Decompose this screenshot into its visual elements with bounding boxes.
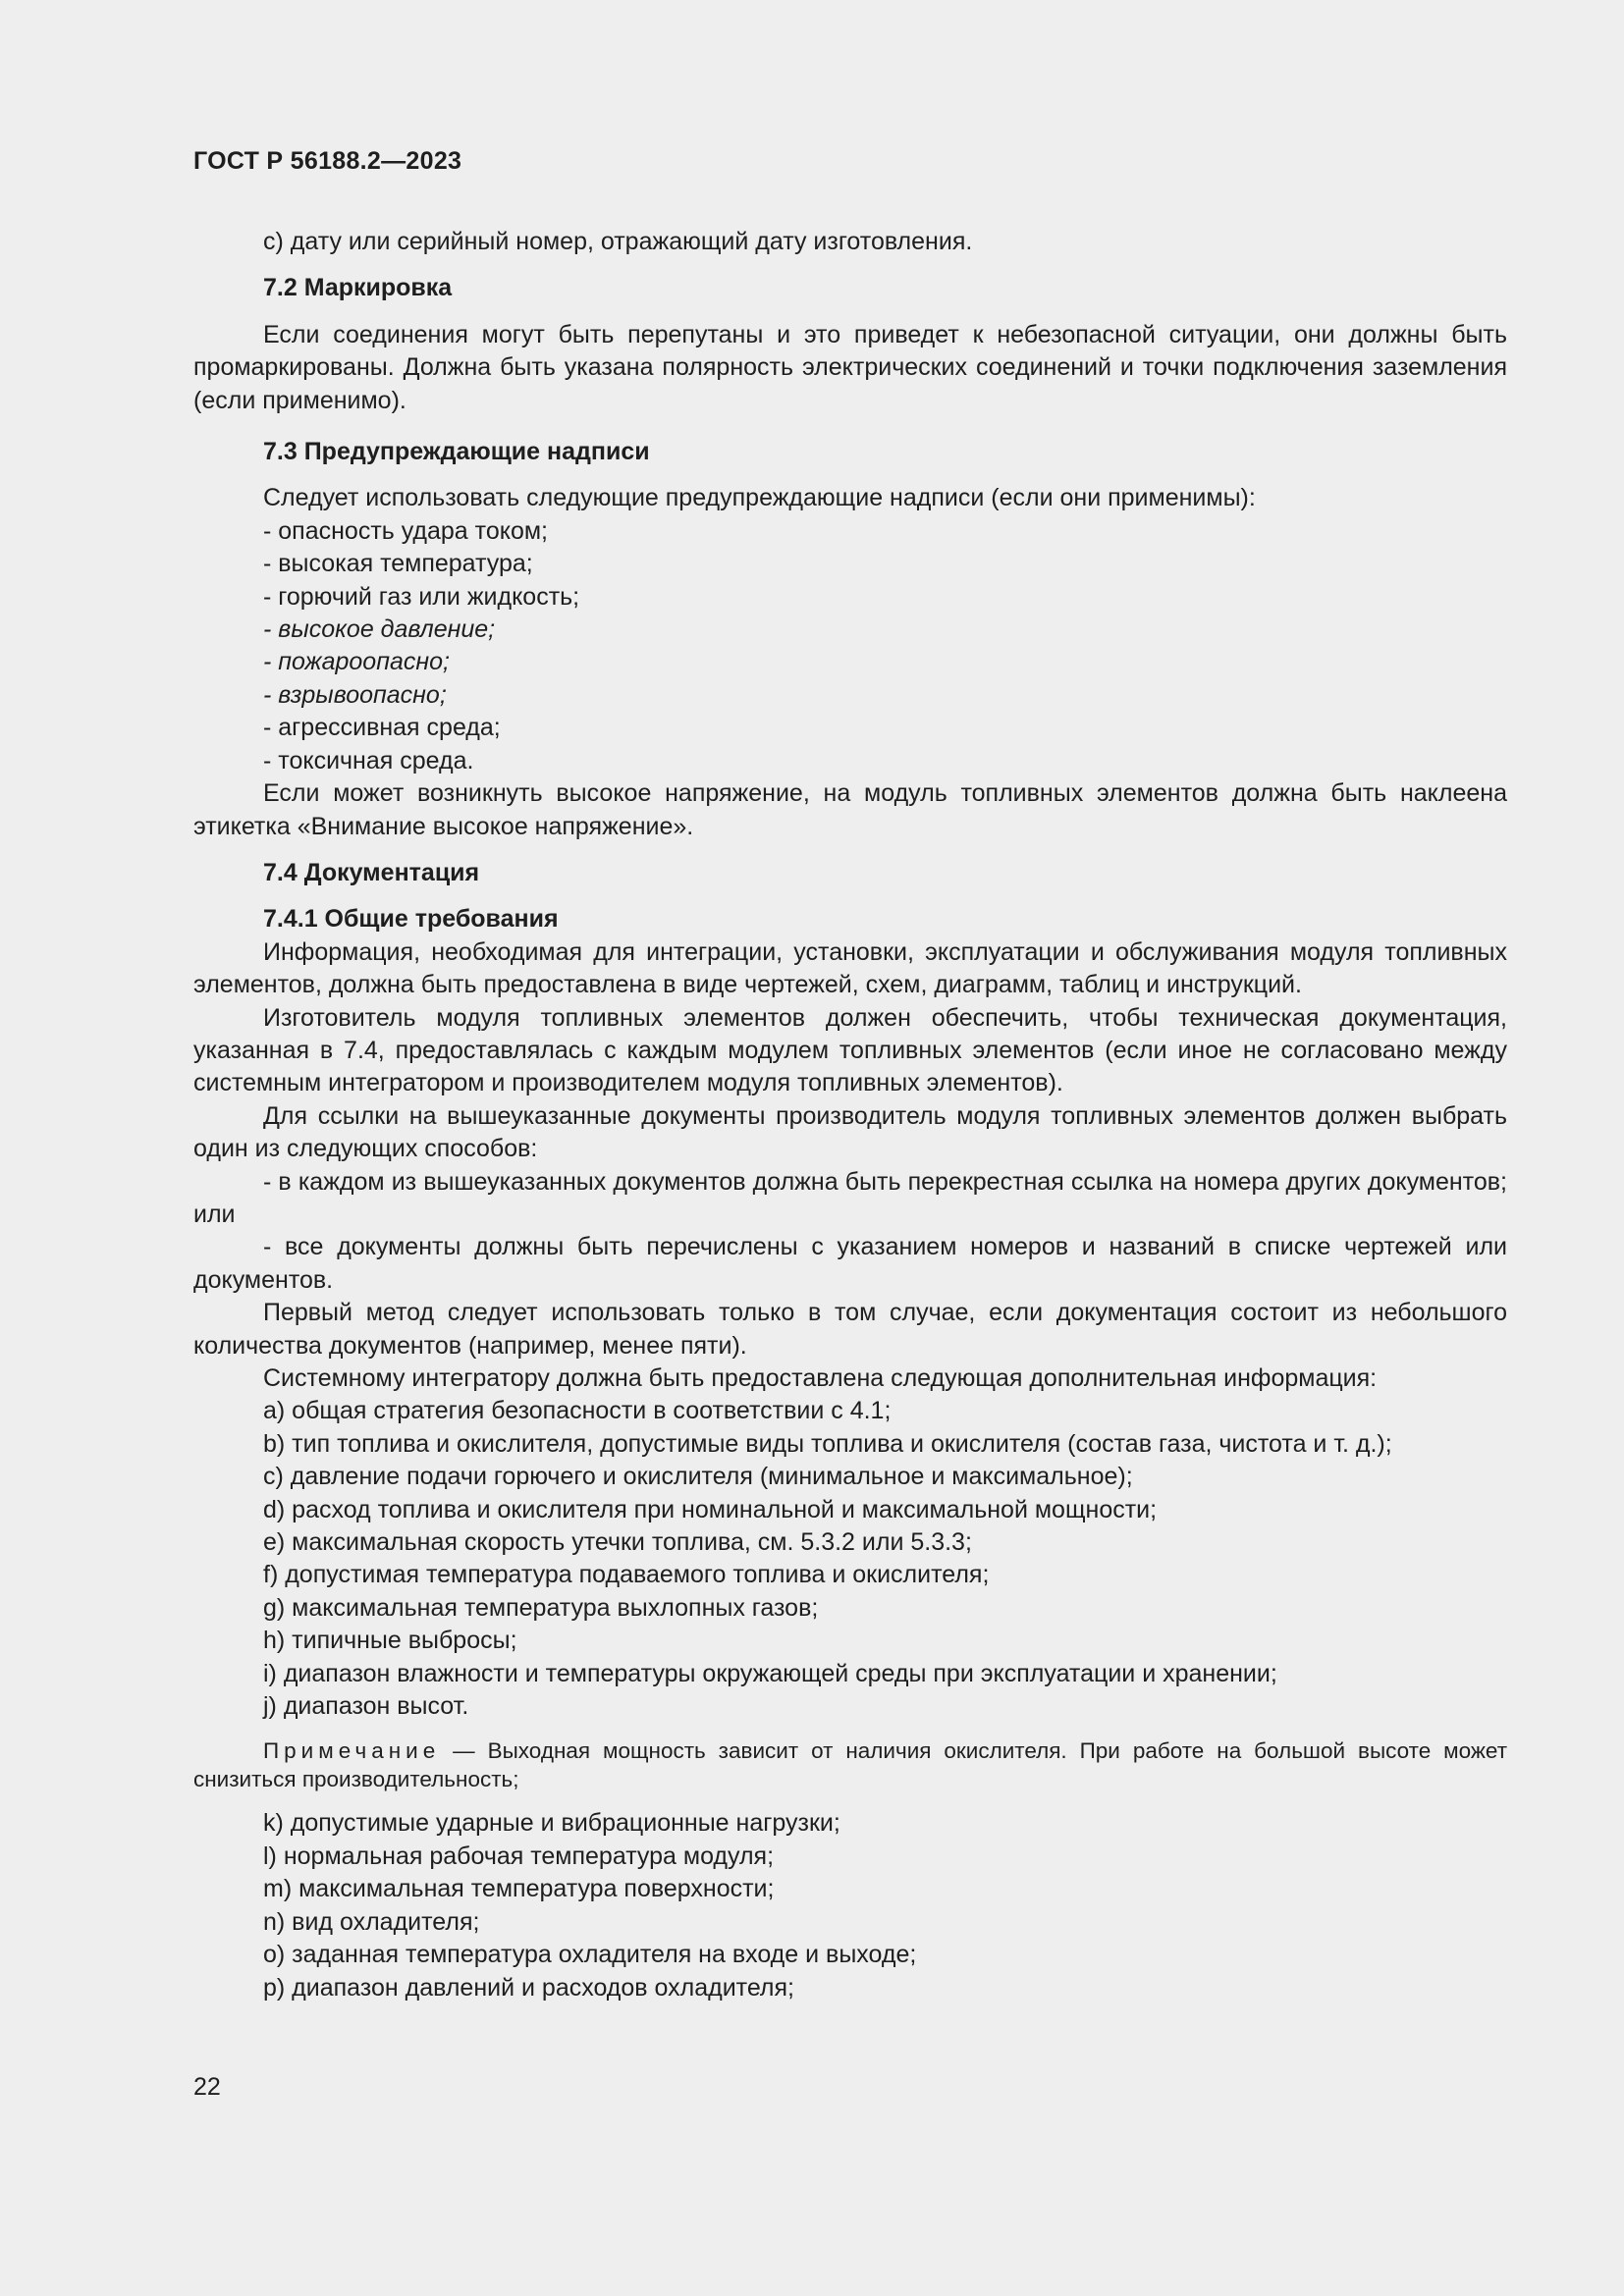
info-list-item: a) общая стратегия безопасности в соответствии с 4.1; [263,1397,892,1425]
info-list-item: f) допустимая температура подаваемого топлива и окислителя; [263,1561,990,1589]
doc-method-1: - в каждом из вышеуказанных документов должна быть перекрестная ссылка на номера других документов; или [193,1167,1507,1228]
info-list-item: o) заданная температура охладителя на входе и выходе; [263,1941,917,1969]
page-content [193,226,1507,2004]
note-text: — Выходная мощность зависит от наличия окислителя. При работе на большой высоте может снизиться производительность; [193,1738,1507,1792]
section-7-2-heading: 7.2 Маркировка [263,274,453,302]
list-item-c: c) дату или серийный номер, отражающий дату изготовления. [263,228,973,255]
doc-paragraph-7: Системному интегратору должна быть предоставлена следующая дополнительная информация: [263,1364,1378,1392]
warning-item: - пожароопасно; [263,648,450,676]
note-label: Примечание [263,1738,441,1764]
info-list-item: p) диапазон давлений и расходов охладителя; [263,1973,794,2002]
note [193,1736,1507,1793]
warning-item: - горючий газ или жидкость; [263,582,580,611]
section-7-2-paragraph: Если соединения могут быть перепутаны и это приведет к небезопасной ситуации, они должны быть промаркированы. Должна быть указана полярность электрических соединений и точки подключения заземления (если применимо). [193,320,1507,414]
info-list-item: g) максимальная температура выхлопных газов; [263,1593,819,1622]
info-list-item: d) расход топлива и окислителя при номинальной и максимальной мощности; [263,1495,1158,1523]
section-7-4-heading: 7.4 Документация [263,858,480,886]
document-code-header: ГОСТ Р 56188.2—2023 [193,147,462,175]
section-7-4-1-heading: 7.4.1 Общие требования [263,905,559,934]
doc-paragraph-2: Изготовитель модуля топливных элементов должен обеспечить, чтобы техническая документация, указанная в 7.4, предоставлялась с каждым модулем топливных элементов (если иное не согласовано между системным интегратором и производителем модуля топливных элементов). [193,1003,1507,1097]
warning-item: - агрессивная среда; [263,714,501,742]
info-list-item: c) давление подачи горючего и окислителя (минимальное и максимальное); [263,1463,1133,1491]
warning-item: - высокое давление; [263,615,496,644]
info-list-item: l) нормальная рабочая температура модуля; [263,1842,775,1870]
info-list-item: e) максимальная скорость утечки топлива, см. 5.3.2 или 5.3.3; [263,1528,972,1557]
warning-item: - опасность удара током; [263,516,548,545]
info-list-item: n) вид охладителя; [263,1907,480,1936]
warning-item: - взрывоопасно; [263,680,447,709]
warnings-intro: Следует использовать следующие предупреждающие надписи (если они применимы): [263,484,1256,512]
info-list-item: h) типичные выбросы; [263,1627,517,1655]
info-list-item: k) допустимые ударные и вибрационные нагрузки; [263,1809,840,1838]
warning-item: - высокая температура; [263,550,533,578]
doc-paragraph-1: Информация, необходимая для интеграции, установки, эксплуатации и обслуживания модуля топливных элементов, должна быть предоставлена в виде чертежей, схем, диаграмм, таблиц и инструкций. [193,937,1507,999]
info-list-item: b) тип топлива и окислителя, допустимые виды топлива и окислителя (состав газа, чистота и т. д.); [263,1429,1392,1458]
doc-method-2: - все документы должны быть перечислены с указанием номеров и названий в списке чертежей или документов. [193,1233,1507,1294]
doc-paragraph-6: Первый метод следует использовать только в том случае, если документация состоит из небольшого количества документов (например, менее пяти). [193,1299,1507,1360]
section-7-3-heading: 7.3 Предупреждающие надписи [263,438,650,466]
info-list-item: i) диапазон влажности и температуры окружающей среды при эксплуатации и хранении; [263,1659,1277,1687]
warning-item: - токсичная среда. [263,746,474,774]
info-list-item: j) диапазон высот. [263,1692,469,1721]
doc-paragraph-3: Для ссылки на вышеуказанные документы производитель модуля топливных элементов должен выбрать один из следующих способов: [193,1101,1507,1163]
high-voltage-paragraph: Если может возникнуть высокое напряжение, на модуль топливных элементов должна быть наклеена этикетка «Внимание высокое напряжение». [193,779,1507,840]
page-number: 22 [193,2073,221,2101]
info-list-item: m) максимальная температура поверхности; [263,1875,775,1903]
